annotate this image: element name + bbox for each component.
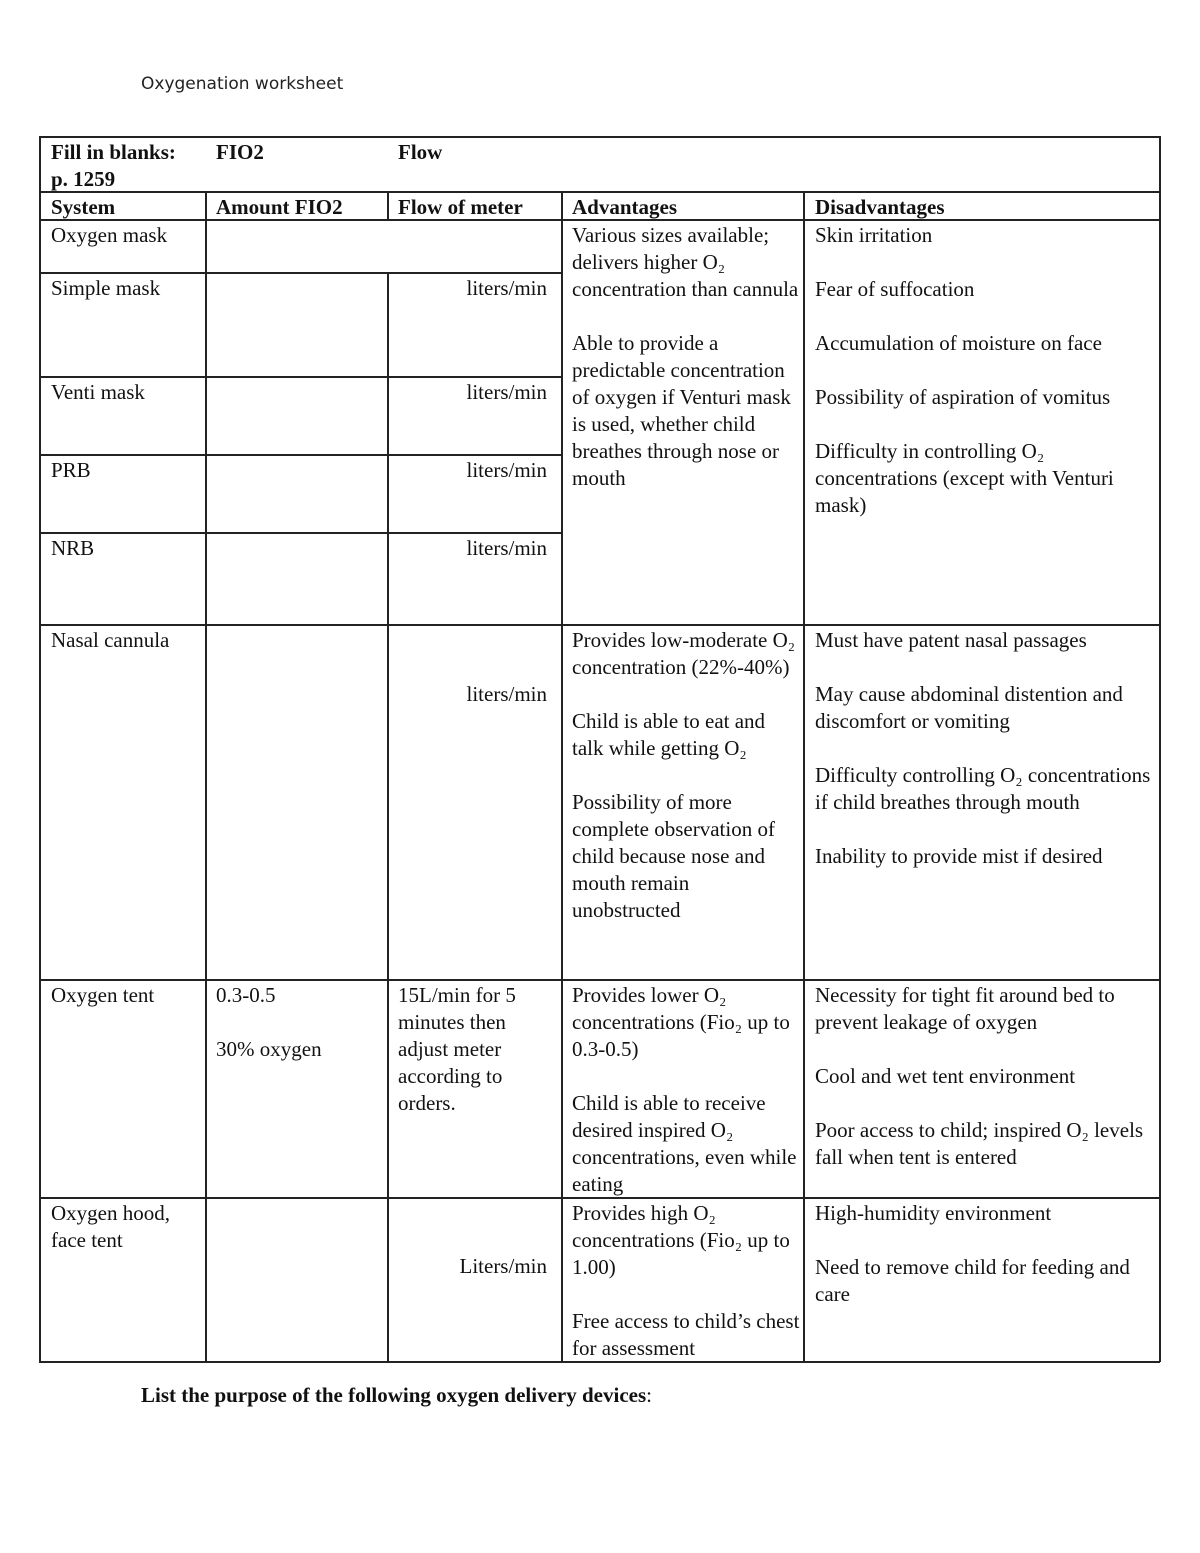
advantage-item: Various sizes available; delivers higher O₂ concentration than cannula (572, 223, 799, 301)
table-rule (39, 272, 561, 274)
table-rule (39, 532, 561, 534)
table-border-top (39, 136, 1160, 138)
advantage-item: Provides lower O₂ concentrations (Fio₂ up to 0.3-0.5) (572, 983, 790, 1061)
amount-percent-value: 30% oxygen (216, 1037, 322, 1061)
disadvantage-item: High-humidity environment (815, 1201, 1052, 1225)
disadvantage-item: Cool and wet tent environment (815, 1064, 1076, 1088)
table-rule (803, 191, 805, 1362)
flow-prb: liters/min (466, 458, 547, 482)
advantage-item: Able to provide a predictable concentration of oxygen if Venturi mask is used, whether child breathes through nose or mouth (572, 331, 791, 490)
system-venti-mask: Venti mask (51, 380, 145, 404)
table-rule (39, 376, 561, 378)
disadvantage-item: Fear of suffocation (815, 277, 975, 301)
disadvantage-item: Must have patent nasal passages (815, 628, 1087, 652)
advantage-item: Provides low-moderate O₂ concentration (22%-40%) (572, 628, 796, 679)
advantages-mask (572, 222, 800, 492)
advantage-item: Provides high O₂ concentrations (Fio₂ up to 1.00) (572, 1201, 790, 1279)
purpose-prompt-text: List the purpose of the following oxygen delivery devices (141, 1383, 647, 1407)
disadvantages-nasal (815, 627, 1155, 870)
advantages-hood (572, 1200, 800, 1362)
header-disadvantages: Disadvantages (815, 195, 945, 219)
disadvantages-mask (815, 222, 1155, 519)
system-oxygen-hood: Oxygen hood, face tent (51, 1201, 170, 1252)
system-oxygen-mask: Oxygen mask (51, 223, 168, 247)
advantage-item: Child is able to eat and talk while getting O₂ (572, 709, 766, 760)
fill-in-label-line1: Fill in blanks: (51, 140, 176, 164)
purpose-prompt (141, 1383, 652, 1408)
amount-oxygen-tent (216, 982, 384, 1063)
table-rule (39, 979, 1160, 981)
fill-in-fio2: FIO2 (216, 140, 264, 164)
disadvantages-hood (815, 1200, 1155, 1308)
worksheet-title: Oxygenation worksheet (141, 74, 344, 94)
disadvantage-item: May cause abdominal distention and discomfort or vomiting (815, 682, 1123, 733)
advantage-item: Possibility of more complete observation of child because nose and mouth remain unobstructed (572, 790, 775, 922)
fill-in-flow: Flow (398, 140, 443, 164)
disadvantage-item: Poor access to child; inspired O₂ levels fall when tent is entered (815, 1118, 1144, 1169)
disadvantage-item: Difficulty in controlling O₂ concentrations (except with Venturi mask) (815, 439, 1114, 517)
flow-oxygen-hood: Liters/min (459, 1254, 547, 1278)
disadvantage-item: Necessity for tight fit around bed to prevent leakage of oxygen (815, 983, 1115, 1034)
table-rule (387, 191, 389, 220)
fill-in-label-page: p. 1259 (51, 167, 116, 191)
table-rule (39, 454, 561, 456)
header-amount-fio2: Amount FIO2 (216, 195, 343, 219)
system-prb: PRB (51, 458, 91, 482)
advantage-item: Free access to child’s chest for assessment (572, 1309, 800, 1360)
advantage-item: Child is able to receive desired inspired O₂ concentrations, even while eating (572, 1091, 797, 1196)
flow-venti-mask: liters/min (466, 380, 547, 404)
system-nasal-cannula: Nasal cannula (51, 628, 170, 652)
system-simple-mask: Simple mask (51, 276, 161, 300)
disadvantage-item: Need to remove child for feeding and care (815, 1255, 1130, 1306)
table-rule (205, 272, 207, 1362)
table-rule (387, 272, 389, 1362)
fill-in-label (51, 139, 203, 193)
disadvantage-item: Skin irritation (815, 223, 933, 247)
disadvantages-tent (815, 982, 1155, 1171)
disadvantage-item: Accumulation of moisture on face (815, 331, 1102, 355)
flow-nasal-cannula: liters/min (466, 682, 547, 706)
table-rule (205, 191, 207, 273)
table-rule (39, 191, 1160, 193)
advantages-nasal (572, 627, 800, 924)
flow-simple-mask: liters/min (466, 276, 547, 300)
advantages-tent (572, 982, 800, 1198)
header-system: System (51, 195, 116, 219)
purpose-prompt-colon: : (646, 1383, 652, 1407)
header-advantages: Advantages (572, 195, 678, 219)
table-rule (39, 624, 1160, 626)
disadvantage-item: Difficulty controlling O₂ concentrations if child breathes through mouth (815, 763, 1151, 814)
system-oxygen-tent: Oxygen tent (51, 983, 155, 1007)
flow-oxygen-tent: 15L/min for 5 minutes then adjust meter according to orders. (398, 983, 516, 1115)
table-border-left (39, 136, 41, 1362)
flow-nrb: liters/min (466, 536, 547, 560)
table-rule (561, 191, 563, 1362)
header-flow-of-meter: Flow of meter (398, 195, 523, 219)
system-nrb: NRB (51, 536, 95, 560)
amount-fio2-value: 0.3-0.5 (216, 983, 276, 1007)
disadvantage-item: Inability to provide mist if desired (815, 844, 1103, 868)
table-border-right (1159, 136, 1161, 1362)
disadvantage-item: Possibility of aspiration of vomitus (815, 385, 1111, 409)
